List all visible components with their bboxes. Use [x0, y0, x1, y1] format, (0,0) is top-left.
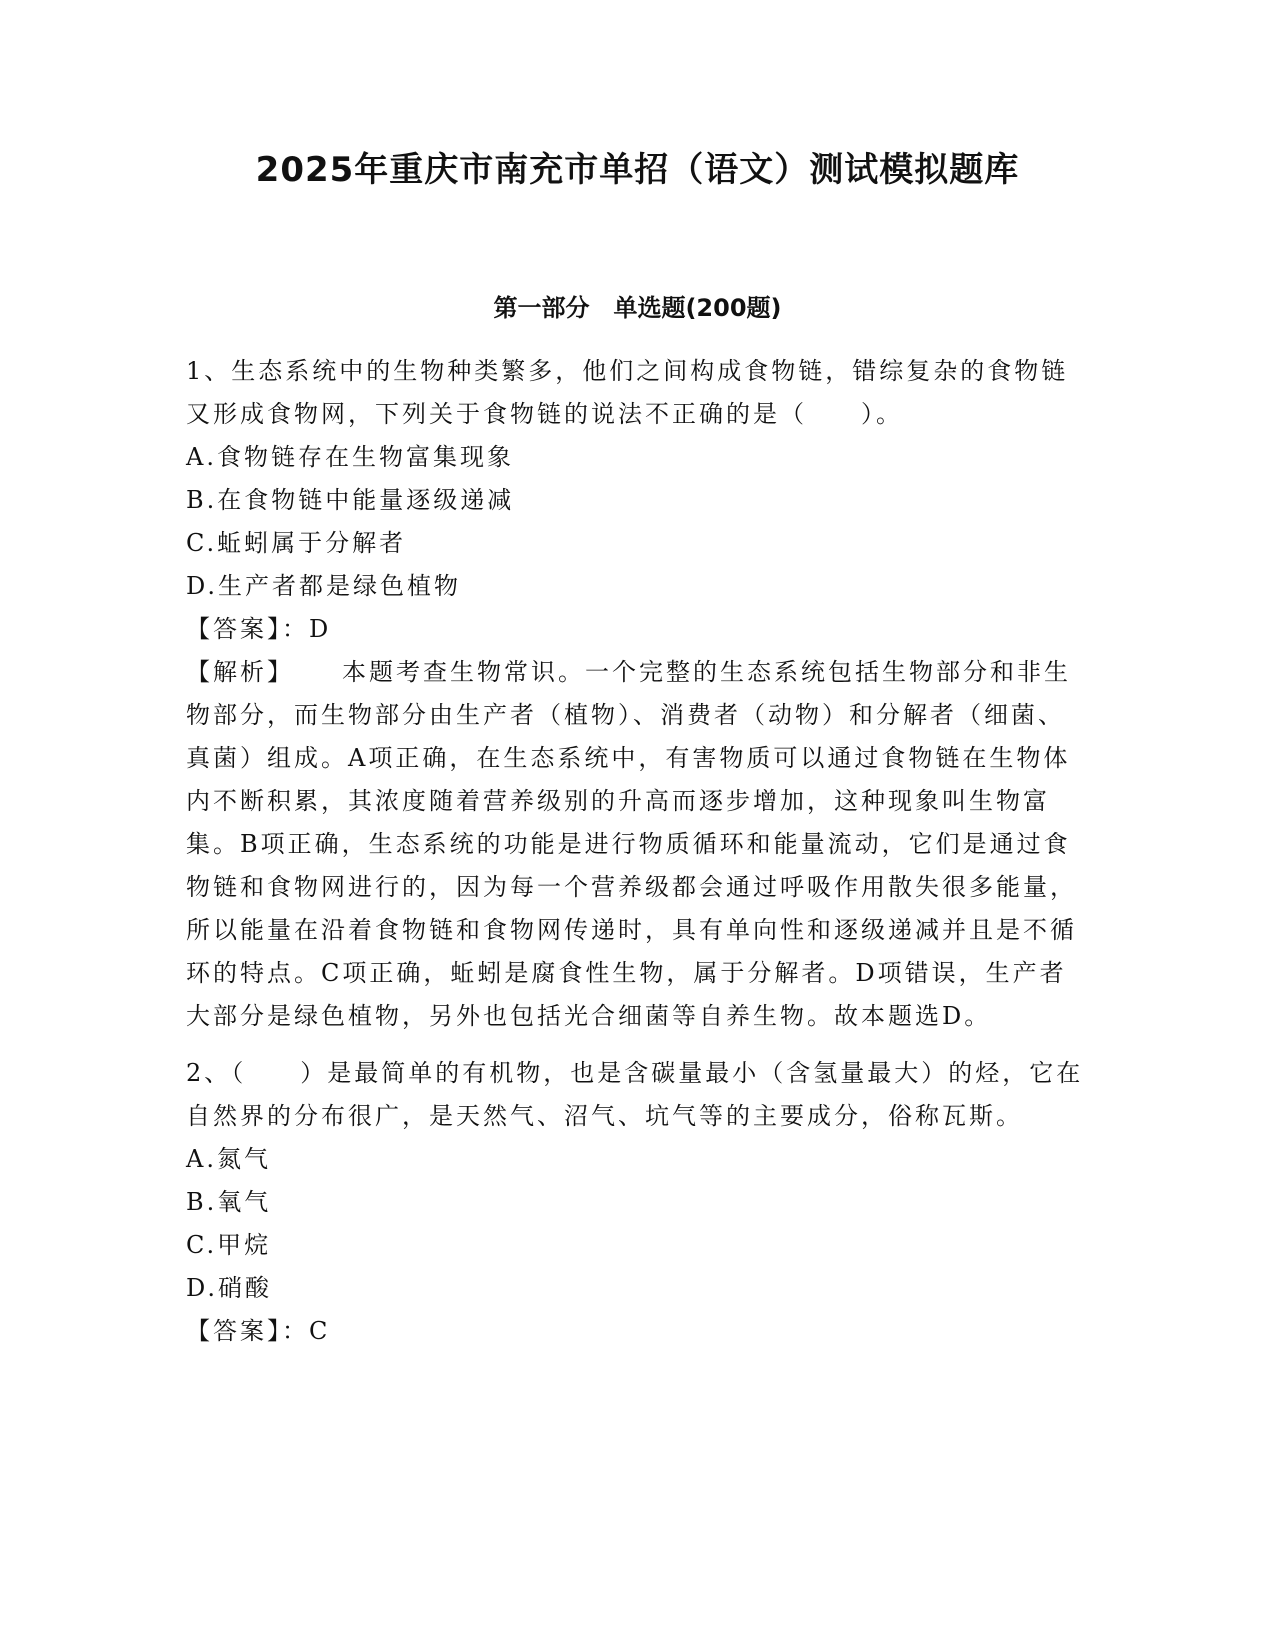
- answer-label: 【答案】：: [186, 615, 309, 643]
- option-d: D.生产者都是绿色植物: [186, 572, 462, 600]
- option-b: B.氧气: [186, 1188, 272, 1216]
- option-c: C.甲烷: [186, 1231, 272, 1259]
- explanation-label: 【解析】: [186, 658, 294, 686]
- explanation: [186, 651, 1090, 1038]
- question-2: [186, 1052, 1090, 1353]
- question-text: 1、生态系统中的生物种类繁多，他们之间构成食物链，错综复杂的食物链又形成食物网，下列关于食物链的说法不正确的是（ ）。: [186, 357, 1069, 428]
- document-title: 2025年重庆市南充市单招（语文）测试模拟题库: [255, 150, 1020, 190]
- answer-line: [186, 608, 1090, 651]
- option-a: A.氮气: [186, 1145, 271, 1173]
- option-a: A.食物链存在生物富集现象: [186, 443, 514, 471]
- answer-value: D: [309, 615, 332, 643]
- answer-line: [186, 1310, 1090, 1353]
- option-b: B.在食物链中能量逐级递减: [186, 486, 515, 514]
- question-list: [186, 350, 1090, 1353]
- answer-value: C: [309, 1317, 331, 1345]
- option-d: D.硝酸: [186, 1274, 273, 1302]
- explanation-text: 本题考查生物常识。一个完整的生态系统包括生物部分和非生物部分，而生物部分由生产者（植物）、消费者（动物）和分解者（细菌、真菌）组成。A项正确，在生态系统中，有害物质可以通过食物链在生物体内不断积累，其浓度随着营养级别的升高而逐步增加，这种现象叫生物富集。B项正确，生态系统的功能是进行物质循环和能量流动，它们是通过食物链和食物网进行的，因为每一个营养级都会通过呼吸作用散失很多能量，所以能量在沿着食物链和食物网传递时，具有单向性和逐级递减并且是不循环的特点。C项正确，蚯蚓是腐食性生物，属于分解者。D项错误，生产者大部分是绿色植物，另外也包括光合细菌等自养生物。故本题选D。: [186, 658, 1077, 1030]
- section-title: 第一部分 单选题(200题): [493, 294, 782, 322]
- question-text: 2、（ ）是最简单的有机物，也是含碳量最小（含氢量最大）的烃，它在自然界的分布很广，是天然气、沼气、坑气等的主要成分，俗称瓦斯。: [186, 1059, 1084, 1130]
- option-c: C.蚯蚓属于分解者: [186, 529, 407, 557]
- question-1: [186, 350, 1090, 1038]
- answer-label: 【答案】：: [186, 1317, 309, 1345]
